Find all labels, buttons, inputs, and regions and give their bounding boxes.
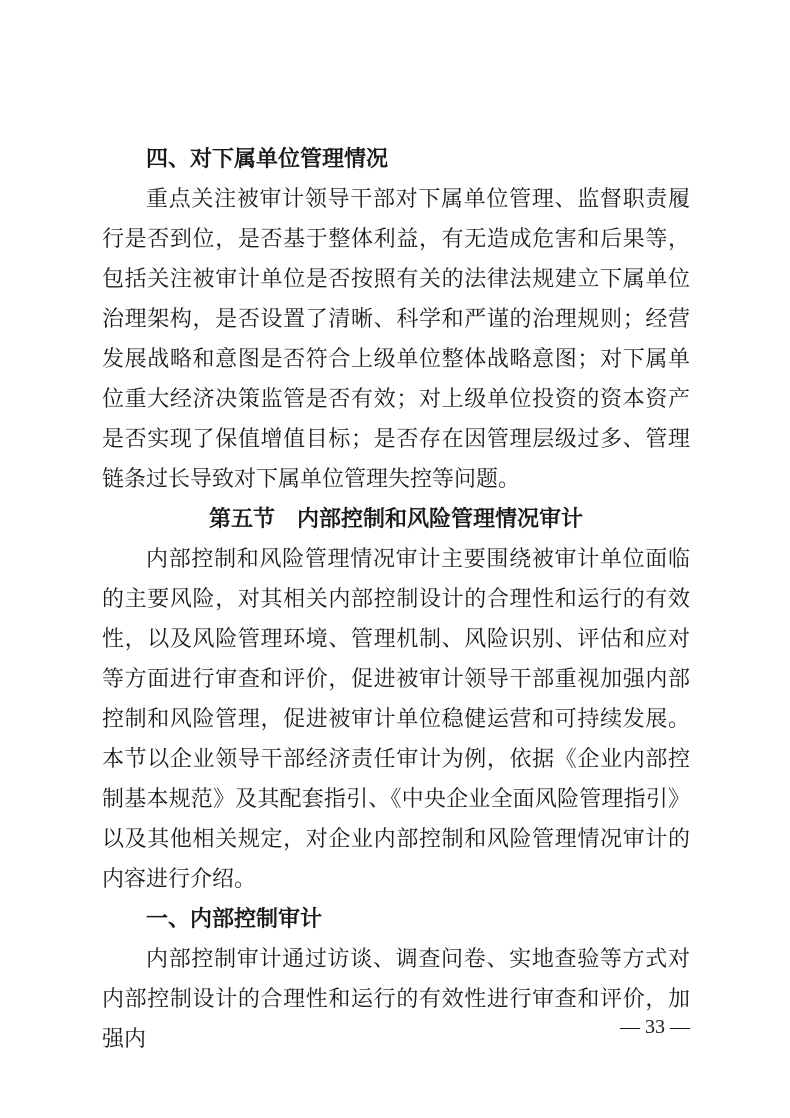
heading-subordinate-management: 四、对下属单位管理情况 <box>146 147 389 172</box>
page-body <box>102 140 690 1060</box>
page-number: — 33 — <box>620 1016 690 1038</box>
paragraph-internal-control-overview: 内部控制和风险管理情况审计主要围绕被审计单位面临的主要风险，对其相关内部控制设计的合理性和运行的有效性，以及风险管理环境、管理机制、风险识别、评估和应对等方面进行审查和评价，促进被审计领导干部重视加强内部控制和风险管理，促进被审计单位稳健运营和可持续发展。本节以企业领导干部经济责任审计为例，依据《企业内部控制基本规范》及其配套指引、《中央企业全面风险管理指引》以及其他相关规定，对企业内部控制和风险管理情况审计的内容进行介绍。 <box>102 547 690 892</box>
section-title-internal-control-risk: 第五节 内部控制和风险管理情况审计 <box>208 507 583 532</box>
paragraph-subordinate-management: 重点关注被审计领导干部对下属单位管理、监督职责履行是否到位，是否基于整体利益，有无造成危害和后果等，包括关注被审计单位是否按照有关的法律法规建立下属单位治理架构，是否设置了清晰、科学和严谨的治理规则；经营发展战略和意图是否符合上级单位整体战略意图；对下属单位重大经济决策监管是否有效；对上级单位投资的资本资产是否实现了保值增值目标；是否存在因管理层级过多、管理链条过长导致对下属单位管理失控等问题。 <box>102 187 690 492</box>
heading-internal-control-audit: 一、内部控制审计 <box>146 907 323 932</box>
paragraph-internal-control-audit: 内部控制审计通过访谈、调查问卷、实地查验等方式对内部控制设计的合理性和运行的有效性进行审查和评价，加强内 <box>102 947 690 1052</box>
